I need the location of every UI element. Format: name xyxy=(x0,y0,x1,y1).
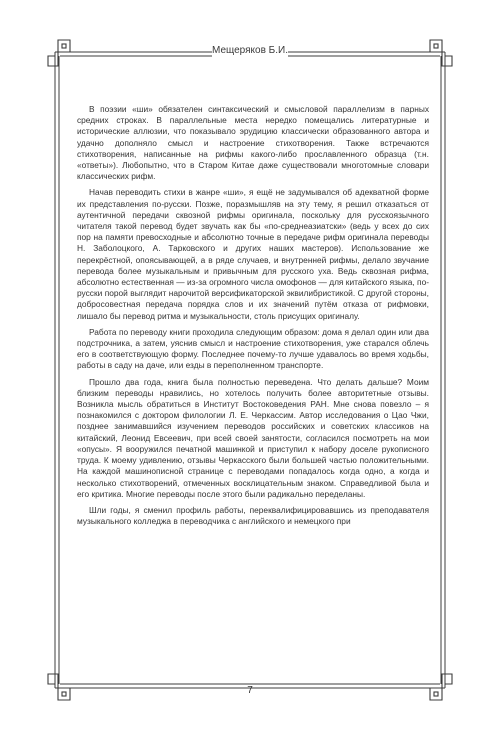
paragraph: В поэзии «ши» обязателен синтаксический и смысловой параллелизм в парных средних строках. В параллельные места нередко помещались литературные и исторические аллюзии, что показывало эрудицию классически образованного автора и удачно дополняло смысл и настроение стихотворения. Также встречаются стихотворения, написанные на рифмы какого-либо прославленного образца (т.н. «ответы»). Любопытно, что в Старом Китае даже существовали многотомные словари классических рифм. xyxy=(77,104,429,182)
paragraph: Начав переводить стихи в жанре «ши», я ещё не задумывался об адекватной форме их представления по-русски. Позже, поразмышляв на эту тему, я решил отказаться от аутентичной передачи сквозной рифмы оригинала, поскольку для русскоязычного читателя такой перевод будет звучать как бы «по-среднеазиатски» (ведь у всех до сих пор на памяти превосходные и абсолютно точные в передаче рифм оригинала переводы Н. Заболоцкого, А. Тарковского и других наших мастеров). Использование же перекрёстной, опоясывающей, а в ряде случаев, и внутренней рифмы, делало звучание перевода более музыкальным и привычным для русского уха. Ведь сквозная рифма, абсолютно естественная — из-за огромного числа омофонов — для китайского языка, по-русски порой выглядит нарочитой версификаторской эквилибристикой. С другой стороны, добросовестная передача порядка слов и их значений путём отказа от рифмовки, лишало бы перевод ритма и музыкальности, столь присущих оригиналу. xyxy=(77,187,429,321)
paragraph: Работа по переводу книги проходила следующим образом: дома я делал один или два подстрочника, а затем, уяснив смысл и настроение стихотворения, уже старался облечь его в соответствующую форму. Последнее почему-то лучше удавалось во время ходьбы, работы в саду на даче, или езды в переполненном транспорте. xyxy=(77,326,429,371)
running-header: Мещеряков Б.И. xyxy=(212,45,288,56)
page-number: 7 xyxy=(247,685,253,696)
paragraph: Шли годы, я сменил профиль работы, переквалифицировавшись из преподавателя музыкального колледжа в переводчика с английского и немецкого при xyxy=(77,504,429,527)
body-text xyxy=(77,104,429,532)
paragraph: Прошло два года, книга была полностью переведена. Что делать дальше? Моим близким переводы нравились, но хотелось получить более авторитетные отзывы. Возникла мысль обратиться в Институт Востоковедения РАН. Мне снова повезло – я познакомился с доктором филологии Л. Е. Черкассим. Автор исследования о Цао Чжи, позднее занимавшийся изучением переводов российских и советских классиков на китайский, Леонид Евсеевич, при всей своей занятости, согласился посмотреть на мои «опусы». Я вооружился печатной машинкой и приступил к набору доселе рукописного труда. К моему удивлению, отзывы Черкасского были большей частью положительными. На каждой машинописной странице с переводами попадалось когда одно, а когда и несколько стихотворений, отмеченных восклицательным знаком. Справедливой была и его критика. Многие переводы после этого были радикально переделаны. xyxy=(77,376,429,499)
